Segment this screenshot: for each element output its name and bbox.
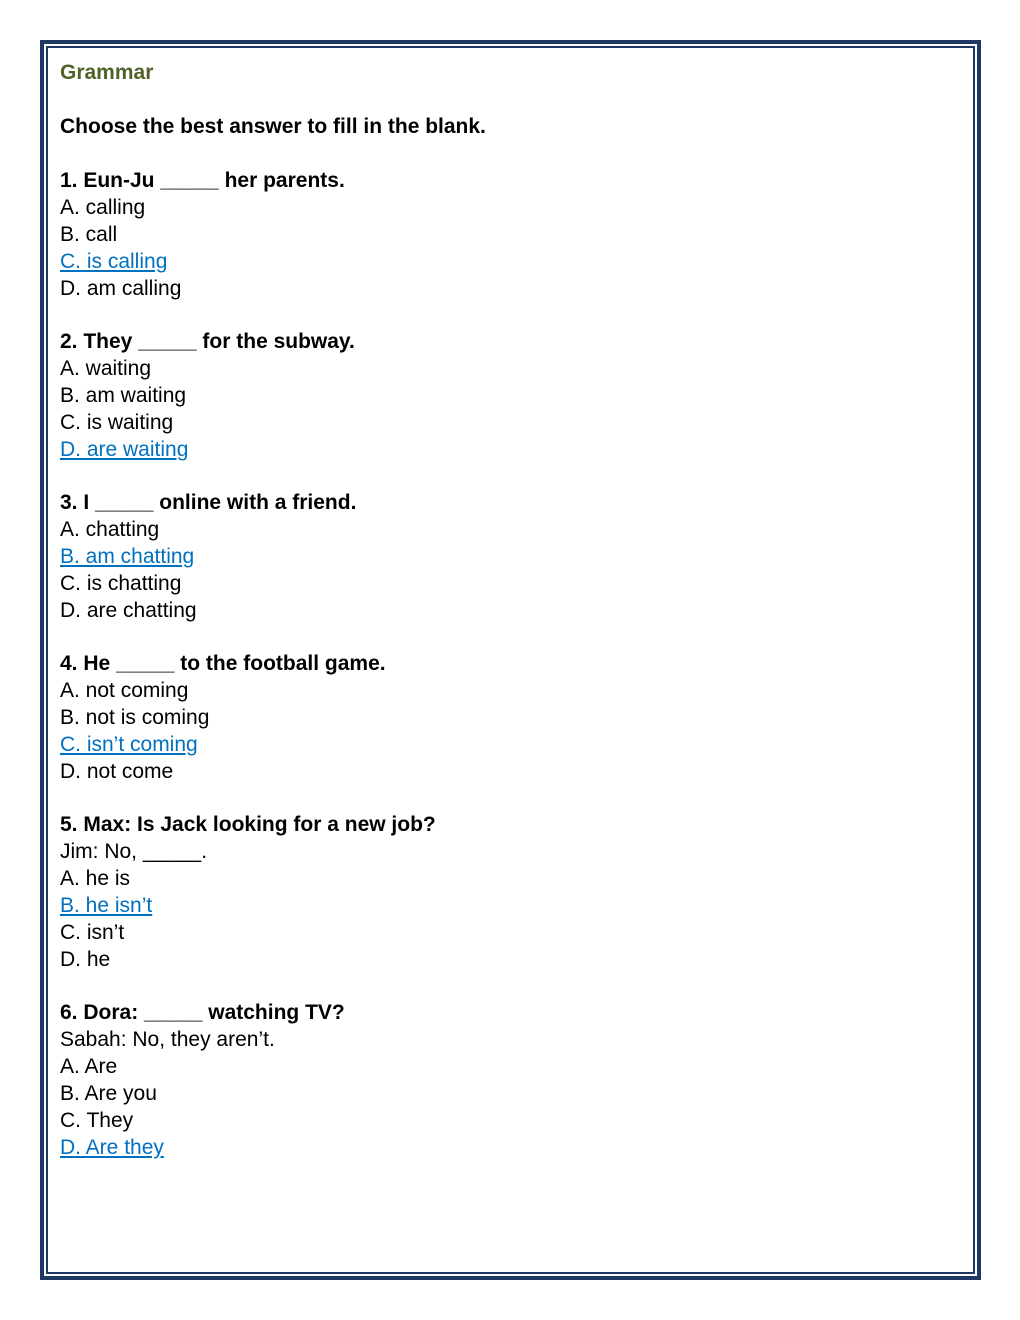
question-dialogue: Sabah: No, they aren’t. — [60, 1028, 275, 1051]
answer-option: D. he — [60, 948, 111, 971]
correct-answer-option[interactable]: C. is calling — [60, 250, 168, 273]
correct-answer-option[interactable]: D. are waiting — [60, 438, 189, 461]
question-stem: 4. He _____ to the football game. — [60, 652, 386, 675]
question-dialogue: Jim: No, _____. — [60, 840, 208, 863]
answer-option: D. are chatting — [60, 599, 197, 622]
question-5 — [60, 811, 960, 973]
correct-answer-option[interactable]: B. he isn’t — [60, 894, 153, 917]
answer-option: C. is waiting — [60, 411, 174, 434]
answer-option: C. isn’t — [60, 921, 125, 944]
answer-option: C. is chatting — [60, 572, 182, 595]
question-6 — [60, 999, 960, 1161]
instruction-text: Choose the best answer to fill in the blank. — [60, 115, 486, 138]
question-list — [60, 167, 960, 1161]
correct-answer-option[interactable]: B. am chatting — [60, 545, 195, 568]
answer-option: B. Are you — [60, 1082, 157, 1105]
answer-option: B. not is coming — [60, 706, 210, 729]
answer-option: A. chatting — [60, 518, 160, 541]
correct-answer-option[interactable]: C. isn’t coming — [60, 733, 198, 756]
question-stem: 1. Eun-Ju _____ her parents. — [60, 169, 345, 192]
answer-option: A. Are — [60, 1055, 118, 1078]
answer-option: B. am waiting — [60, 384, 187, 407]
answer-option: A. not coming — [60, 679, 189, 702]
section-title: Grammar — [60, 61, 154, 84]
question-2 — [60, 328, 960, 463]
question-1 — [60, 167, 960, 302]
question-stem: 3. I _____ online with a friend. — [60, 491, 357, 514]
answer-option: B. call — [60, 223, 118, 246]
answer-option: D. am calling — [60, 277, 182, 300]
question-stem: 5. Max: Is Jack looking for a new job? — [60, 813, 436, 836]
question-3 — [60, 489, 960, 624]
worksheet-content — [60, 59, 960, 1187]
answer-option: D. not come — [60, 760, 174, 783]
answer-option: A. waiting — [60, 357, 152, 380]
question-4 — [60, 650, 960, 785]
correct-answer-option[interactable]: D. Are they — [60, 1136, 164, 1159]
question-stem: 2. They _____ for the subway. — [60, 330, 355, 353]
answer-option: A. he is — [60, 867, 131, 890]
answer-option: A. calling — [60, 196, 146, 219]
answer-option: C. They — [60, 1109, 134, 1132]
question-stem: 6. Dora: _____ watching TV? — [60, 1001, 345, 1024]
